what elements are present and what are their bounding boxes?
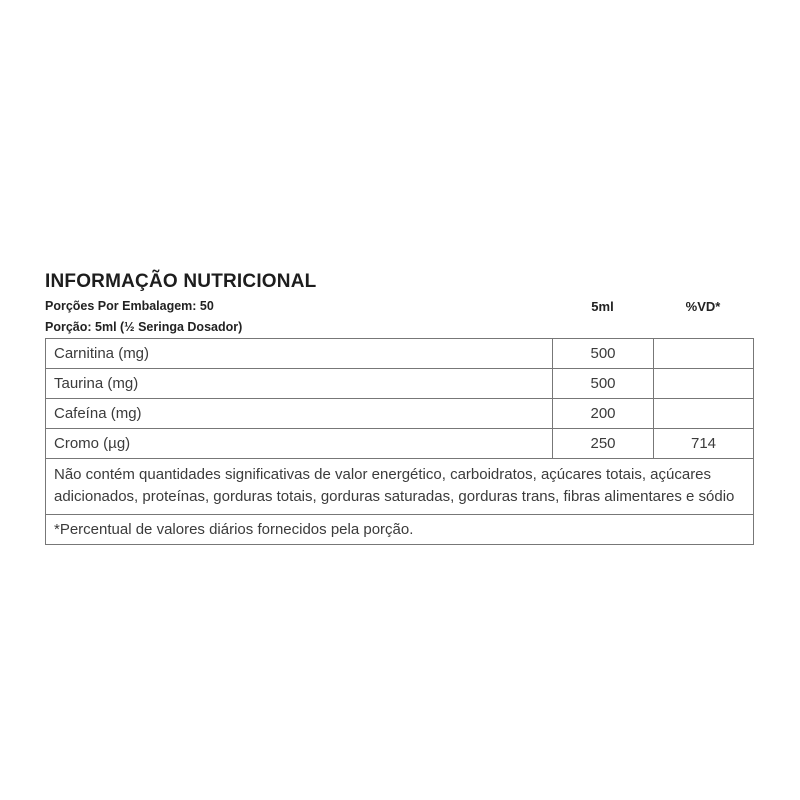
table-row-note (46, 459, 754, 515)
table-row (46, 399, 754, 429)
dv-cell (654, 339, 754, 369)
dv-cell (654, 369, 754, 399)
serving-size: Porção: 5ml (½ Seringa Dosador) (45, 320, 243, 334)
table-row (46, 339, 754, 369)
insignificant-amounts-note: Não contém quantidades significativas de valor energético, carboidratos, açúcares totais, açúcares adicionados, proteínas, gorduras totais, gorduras saturadas, gorduras trans, fibras alimentares e sódio (46, 459, 754, 515)
amount-cell: 250 (553, 429, 654, 459)
amount-cell: 500 (553, 369, 654, 399)
column-header-dv: %VD* (685, 299, 721, 314)
amount-cell: 200 (553, 399, 654, 429)
table-row (46, 369, 754, 399)
nutrition-table (45, 338, 754, 545)
nutrient-name-cell: Cromo (µg) (46, 429, 553, 459)
label-header (45, 272, 753, 338)
daily-values-footnote: *Percentual de valores diários fornecidos pela porção. (46, 515, 754, 545)
column-header-amount: 5ml (591, 299, 614, 314)
label-title: INFORMAÇÃO NUTRICIONAL (45, 271, 317, 292)
dv-cell (654, 399, 754, 429)
servings-per-package: Porções Por Embalagem: 50 (45, 299, 214, 313)
nutrient-name-cell: Carnitina (mg) (46, 339, 553, 369)
amount-cell: 500 (553, 339, 654, 369)
dv-cell: 714 (654, 429, 754, 459)
nutrient-name-cell: Taurina (mg) (46, 369, 553, 399)
table-row (46, 429, 754, 459)
column-headers (552, 299, 753, 314)
nutrient-name-cell: Cafeína (mg) (46, 399, 553, 429)
table-row-footnote (46, 515, 754, 545)
nutrition-label (45, 272, 753, 545)
